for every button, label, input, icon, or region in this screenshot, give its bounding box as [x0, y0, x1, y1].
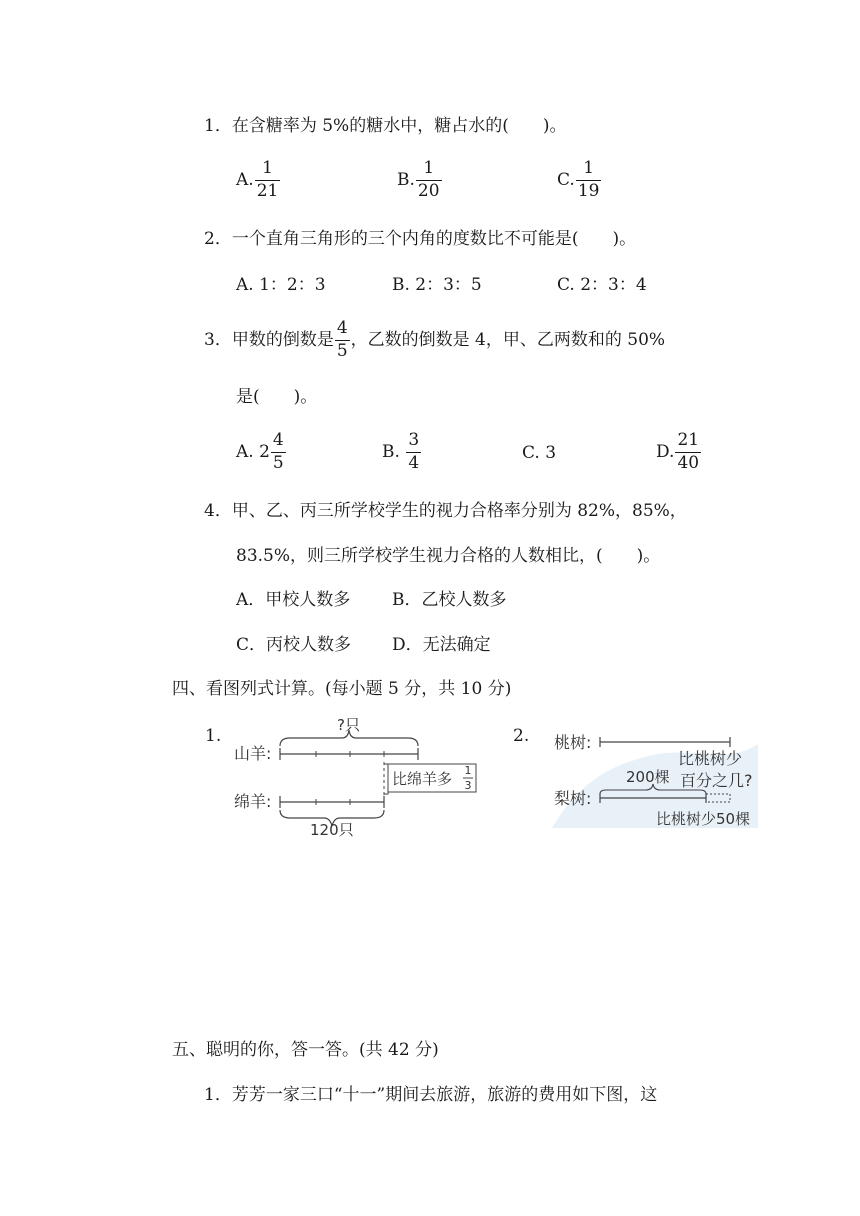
section-5-question-1: 1．芳芳一家三口“十一”期间去旅游，旅游的费用如下图，这	[204, 1085, 658, 1105]
question-number: 4．	[204, 501, 232, 521]
q3-option-d: D. $\frac{21}{40}$	[656, 430, 700, 473]
ask-label-2: 百分之几?	[680, 771, 753, 790]
fraction: $\frac{4}{5}$	[272, 430, 284, 473]
q4-option-d: D．无法确定	[392, 635, 491, 655]
q1-option-b: B. $\frac{1}{20}$	[397, 158, 440, 201]
question-number: 2．	[204, 229, 232, 249]
section-5-title: 五、聪明的你，答一答。(共 42 分)	[172, 1040, 439, 1060]
q1-option-a: A. $\frac{1}{21}$	[236, 158, 279, 201]
q3-option-b: B. $\frac{3}{4}$	[382, 430, 420, 473]
question-text: 一个直角三角形的三个内角的度数比不可能是( )。	[231, 229, 637, 249]
compare-frac-den: 3	[464, 779, 472, 792]
fraction: $\frac{4}{5}$	[336, 318, 348, 361]
question-3: 3．甲数的倒数是 $\frac{4}{5}$ ，乙数的倒数是 4，甲、乙两数和的 50%	[204, 318, 666, 361]
fraction: $\frac{1}{21}$	[256, 158, 279, 201]
goat-unknown-label: ?只	[337, 718, 360, 734]
less-label: 比桃树少50棵	[656, 810, 751, 828]
q3-line-2: 是( )。	[236, 387, 318, 407]
q4-option-b: B．乙校人数多	[392, 590, 507, 610]
diagram-2-number: 2.	[513, 726, 530, 746]
question-2	[204, 231, 636, 248]
fraction: $\frac{21}{40}$	[677, 430, 700, 473]
compare-label: 比绵羊多	[392, 770, 453, 788]
question-1	[204, 118, 566, 135]
fraction: $\frac{3}{4}$	[408, 430, 420, 473]
pear-label: 梨树:	[554, 789, 592, 808]
compare-frac-num: 1	[464, 764, 472, 777]
q3-option-a: A. 2 $\frac{4}{5}$	[236, 430, 284, 473]
q4-option-c: C．丙校人数多	[236, 635, 352, 655]
question-number: 1．	[204, 116, 232, 136]
diagram-goat-sheep	[230, 718, 490, 838]
q2-option-c: C. 2：3：4	[557, 275, 647, 295]
q4-line-2: 83.5%，则三所学校学生视力合格的人数相比，( )。	[236, 546, 661, 566]
q2-option-b: B. 2：3：5	[392, 275, 482, 295]
section-4-title: 四、看图列式计算。(每小题 5 分，共 10 分)	[172, 679, 512, 699]
diagram-1-number: 1.	[205, 726, 222, 746]
fraction: $\frac{1}{19}$	[577, 158, 600, 201]
q2-option-a: A. 1：2：3	[236, 275, 326, 295]
ask-label-1: 比桃树少	[678, 749, 743, 768]
goat-label: 山羊:	[234, 744, 272, 763]
pear-count-label: 200棵	[626, 768, 670, 786]
question-4: 4．甲、乙、丙三所学校学生的视力合格率分别为 82%，85%，	[204, 501, 687, 521]
sheep-label: 绵羊:	[234, 792, 272, 811]
peach-label: 桃树:	[554, 733, 592, 752]
fraction: $\frac{1}{20}$	[417, 158, 440, 201]
q4-option-a: A．甲校人数多	[236, 590, 351, 610]
q1-option-c: C. $\frac{1}{19}$	[557, 158, 600, 201]
sheep-total-label: 120只	[310, 821, 354, 838]
diagram-peach-pear	[548, 724, 778, 832]
question-number: 3．	[204, 329, 232, 350]
q3-option-c: C. 3	[522, 443, 557, 463]
question-text: 在含糖率为 5%的糖水中，糖占水的( )。	[231, 116, 567, 136]
